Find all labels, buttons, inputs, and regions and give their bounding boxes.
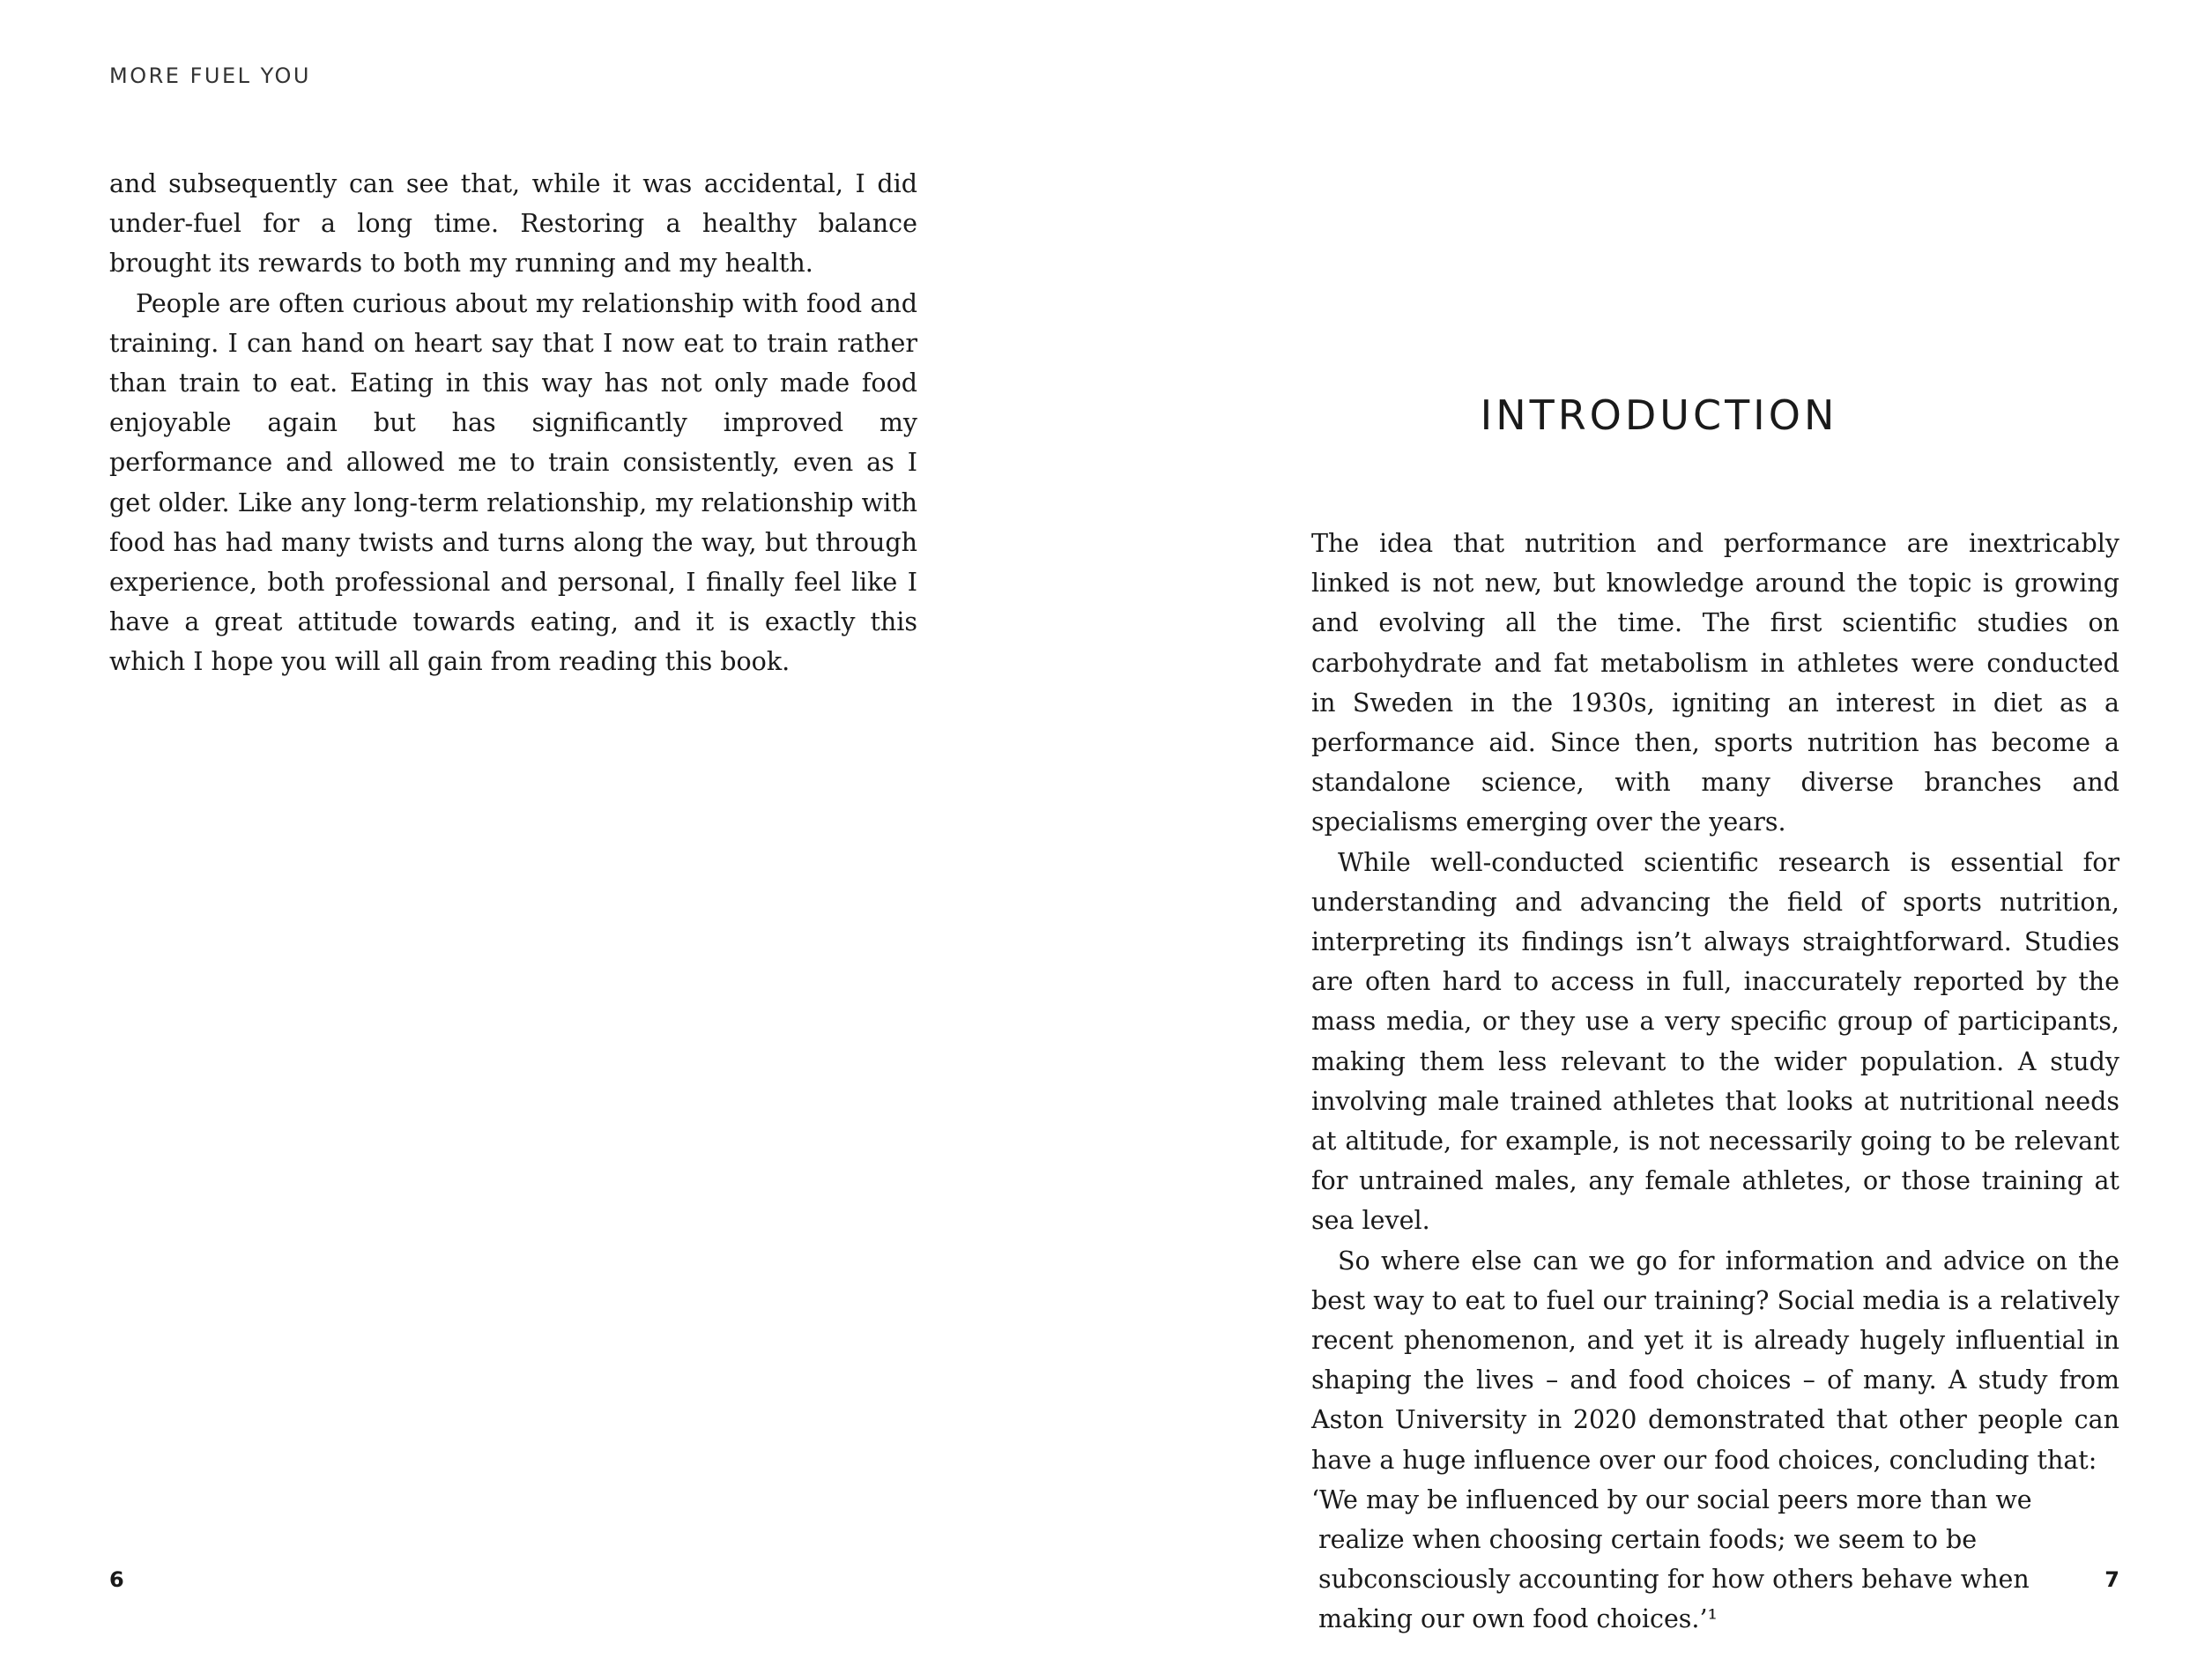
paragraph: and subsequently can see that, while it was accidental, I did under-fuel for a long time. Restoring a healthy balance brought its rewards to both my running and my health. — [109, 169, 917, 279]
chapter-title: INTRODUCTION — [1480, 391, 1838, 439]
page-number: 6 — [109, 1567, 124, 1592]
right-page — [1106, 0, 2212, 1659]
paragraph: The idea that nutrition and performance are inextricably linked is not new, but knowledge around the topic is growing and evolving all the time. The first scientific studies on carbohydrate and fat metabolism in athletes were conducted in Sweden in the 1930s, igniting an interest in diet as a performance aid. Since then, sports nutrition has become a standalone science, with many diverse branches and specialisms emerging over the years. — [1311, 529, 2119, 837]
page-number: 7 — [2104, 1567, 2119, 1592]
paragraph: While well-conducted scientific research is essential for understanding and advancing the field of sports nutrition, interpreting its findings isn’t always straightforward. Studies are often hard to access in full, inaccurately reported by the mass media, or they use a very specific group of participants, making them less relevant to the wider population. A study involving male trained athletes that looks at nutritional needs at altitude, for example, is not necessarily going to be relevant for untrained males, any female athletes, or those training at sea level. — [1311, 847, 2119, 1236]
left-page-body — [109, 164, 917, 682]
block-quote: ‘We may be influenced by our social peers more than we realize when choosing certain foods; we seem to be subconsciously accounting for how others behave when making our own food choices.’¹ — [1311, 1484, 2032, 1634]
running-head: MORE FUEL YOU — [109, 63, 311, 88]
paragraph: So where else can we go for information and advice on the best way to eat to fuel our training? Social media is a relatively recent phenomenon, and yet it is already hugely influential in shaping the lives – and food choices – of many. A study from Aston University in 2020 demonstrated that other people can have a huge influence over our food choices, concluding that: — [1311, 1246, 2119, 1475]
paragraph: People are often curious about my relationship with food and training. I can hand on heart say that I now eat to train rather than train to eat. Eating in this way has not only made food enjoyable again but has significantly improved my performance and allowed me to train consistently, even as I get older. Like any long-term relationship, my relationship with food has had many twists and turns along the way, but through experience, both professional and personal, I finally feel like I have a great attitude towards eating, and it is exactly this which I hope you will all gain from reading this book. — [109, 288, 917, 677]
right-page-body — [1311, 524, 2119, 1640]
